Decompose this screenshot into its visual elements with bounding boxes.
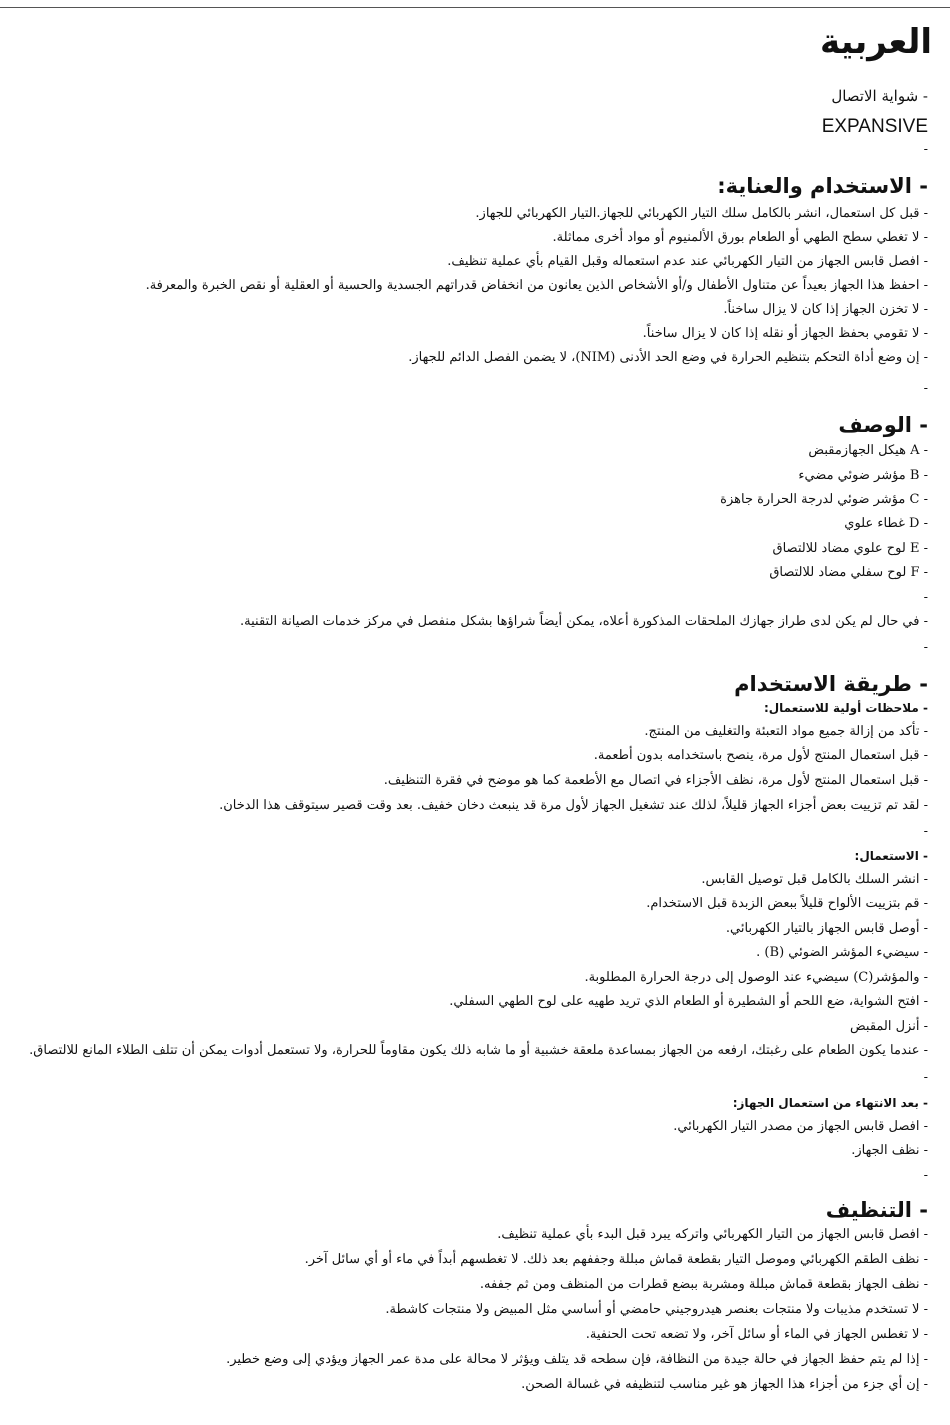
list-item: - لا تقومي بحفظ الجهاز أو نقله إذا كان لا يزال ساخناً. [642, 326, 928, 341]
list-item: - لا تغطس الجهاز في الماء أو سائل آخر، ولا تضعه تحت الحنفية. [585, 1327, 928, 1342]
subheading-use: - الاستعمال: [854, 849, 928, 863]
list-item: - لا تستخدم مذيبات ولا منتجات بعنصر هيدروجيني حامضي أو أساسي مثل المبيض ولا منتجات كاشطة. [385, 1302, 928, 1317]
subheading-prelim: - ملاحظات أولية للاستعمال: [763, 701, 928, 715]
list-item: - لقد تم تزييت بعض أجزاء الجهاز قليلاً، لذلك عند تشغيل الجهاز لأول مرة قد ينبعث دخان خفيف. بعد وقت قصير سيتوقف هذا الدخان. [219, 798, 928, 813]
list-item: - انشر السلك بالكامل قبل توصيل القابس. [701, 872, 928, 887]
list-item: - افصل قابس الجهاز من مصدر التيار الكهربائي. [673, 1119, 928, 1134]
dash: - [923, 142, 928, 157]
list-item: - سيضيء المؤشر الضوئي (B) . [756, 945, 928, 960]
dash: - [923, 640, 928, 655]
list-item: - إن أي جزء من أجزاء هذا الجهاز هو غير مناسب لتنظيفه في غسالة الصحن. [521, 1377, 928, 1392]
list-item: - لا تغطي سطح الطهي أو الطعام بورق الألمنيوم أو مواد أخرى مماثلة. [552, 230, 928, 245]
top-rule [0, 7, 950, 8]
list-item: - افصل قابس الجهاز من التيار الكهربائي عند عدم استعماله وقبل القيام بأي عملية تنظيف. [447, 254, 928, 269]
list-item: - إذا لم يتم حفظ الجهاز في حالة جيدة من النظافة، فإن سطحه قد يتلف ويؤثر لا محالة على مدة عمر الجهاز ويؤدي إلى وضع خطير. [226, 1352, 928, 1367]
list-item: - قبل كل استعمال، انشر بالكامل سلك التيار الكهربائي للجهاز.التيار الكهربائي للجهاز. [475, 206, 928, 221]
list-item: - والمؤشر(C) سيضيء عند الوصول إلى درجة الحرارة المطلوبة. [584, 970, 928, 985]
list-item: - تأكد من إزالة جميع مواد التعبئة والتغليف من المنتج. [644, 724, 928, 739]
list-item: - C مؤشر ضوئي لدرجة الحرارة جاهزة [720, 492, 928, 507]
subheading-after: - بعد الانتهاء من استعمال الجهاز: [732, 1096, 928, 1110]
dash: - [923, 824, 928, 839]
list-item: - أوصل قابس الجهاز بالتيار الكهربائي. [725, 921, 928, 936]
list-item: - نظف الجهاز بقطعة قماش مبللة ومشربة ببضع قطرات من المنظف ومن ثم جففه. [479, 1277, 928, 1292]
dash: - [923, 1070, 928, 1085]
list-item: - D غطاء علوي [844, 516, 928, 531]
list-item: - قبل استعمال المنتج لأول مرة، ينصح باستخدامه بدون أطعمة. [593, 748, 928, 763]
list-item: - لا تخزن الجهاز إذا كان لا يزال ساخناً. [723, 302, 928, 317]
list-item: - B مؤشر ضوئي مضيء [798, 468, 928, 483]
list-item: - F لوح سفلي مضاد للالتصاق [769, 565, 928, 580]
list-item: - E لوح علوي مضاد للالتصاق [772, 541, 928, 556]
list-item: - قبل استعمال المنتج لأول مرة، نظف الأجزاء في اتصال مع الأطعمة كما هو موضح في فقرة التنظيف. [383, 773, 928, 788]
list-item: - قم بتزييت الألواح قليلاً ببعض الزبدة قبل الاستخدام. [646, 896, 928, 911]
list-item: - عندما يكون الطعام على رغبتك، ارفعه من الجهاز بمساعدة ملعقة خشبية أو ما شابه ذلك يكون مقاوماً للحرارة، ولا تستعمل أدوات يمكن أن تتلف الطلاء المانع للالتصاق. [29, 1043, 928, 1058]
section-heading-method: - طريقة الاستخدام [734, 672, 928, 696]
model-name: EXPANSIVE [821, 116, 928, 137]
page-title: العربية [819, 22, 932, 62]
product-name: - شواية الاتصال [831, 87, 928, 105]
list-item: - إن وضع أداة التحكم بتنظيم الحرارة في وضع الحد الأدنى (NIM)، لا يضمن الفصل الدائم للجهاز. [408, 350, 928, 365]
section-heading-description: - الوصف [838, 413, 928, 437]
list-item: - افتح الشواية، ضع اللحم أو الشطيرة أو الطعام الذي تريد طهيه على لوح الطهي السفلي. [449, 994, 928, 1009]
section-heading-cleaning: - التنظيف [825, 1198, 928, 1222]
dash: - [923, 381, 928, 396]
list-item: - A هيكل الجهازمقبض [808, 443, 928, 458]
dash: - [923, 590, 928, 605]
dash: - [923, 1168, 928, 1183]
list-item: - افصل قابس الجهاز من التيار الكهربائي واتركه يبرد قبل البدء بأي عملية تنظيف. [497, 1227, 928, 1242]
note: - في حال لم يكن لدى طراز جهازك الملحقات المذكورة أعلاه، يمكن أيضاً شراؤها بشكل منفصل في مركز خدمات الصيانة التقنية. [240, 614, 928, 629]
list-item: - نظف الجهاز. [851, 1143, 928, 1158]
list-item: - احفظ هذا الجهاز بعيداً عن متناول الأطفال و/أو الأشخاص الذين يعانون من انخفاض قدراتهم الجسدية والحسية أو العقلية أو نقص الخبرة والمعرفة. [145, 278, 928, 293]
section-heading-usage-care: - الاستخدام والعناية: [717, 174, 928, 198]
list-item: - نظف الطقم الكهربائي وموصل التيار بقطعة قماش مبللة وجففهم بعد ذلك. لا تغطسهم أبداً في ماء أو أي سائل آخر. [304, 1252, 928, 1267]
list-item: - أنزل المقبض [849, 1019, 928, 1034]
